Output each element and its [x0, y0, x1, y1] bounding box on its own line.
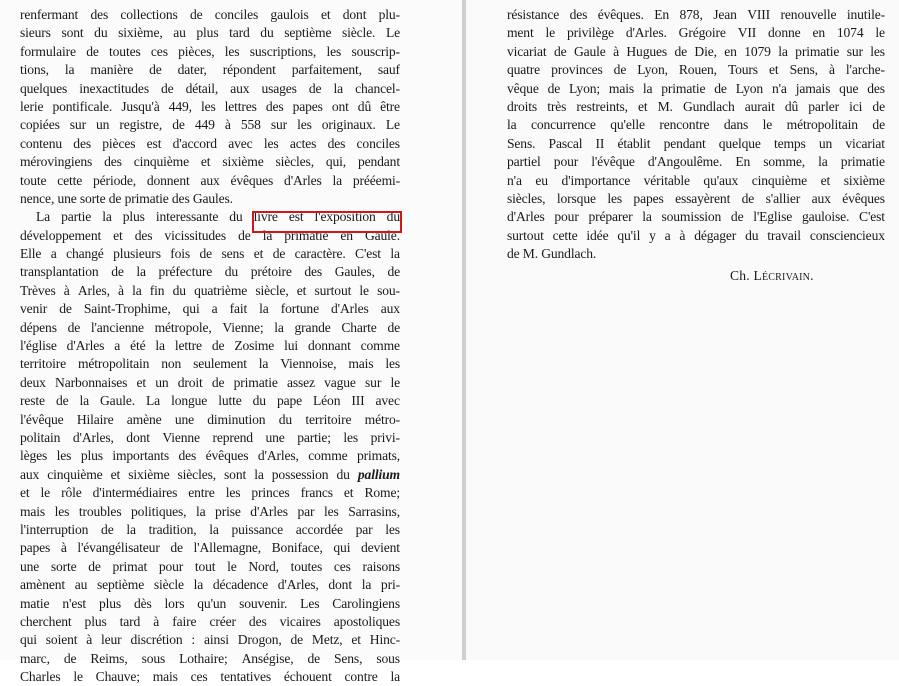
text-line: qui soient à leur discrétion : ainsi Drogon, de Metz, et Hinc-	[20, 632, 400, 648]
text-line: sieurs sont du sixième, au plus tard du septième siècle. Le	[20, 25, 400, 41]
text-line: Sens. Pascal II établit pendant quelque temps un vicariat	[507, 135, 885, 151]
text-line: Trèves à Arles, à la fin du quatrième siècle, et surtout le sou-	[20, 282, 400, 298]
text-line: quelques inexactitudes de détail, aux usages de la chancel-	[20, 80, 400, 96]
text-line: copiées sur un registre, de 449 à 558 sur les originaux. Le	[20, 117, 400, 133]
text-line: amènent au septième siècle la décadence d'Arles, dont la pri-	[20, 577, 400, 593]
text-line: politain d'Arles, dont Vienne reprend une partie; les privi-	[20, 429, 400, 445]
text-line: dépens de l'ancienne métropole, Vienne; la grande Charte de	[20, 319, 400, 335]
right-page	[466, 0, 899, 660]
text-line: vêque de Lyon; mais la primatie de Lyon n'a jamais que des	[507, 80, 885, 96]
text-line: La partie la plus interessante du livre est l'exposition du	[36, 209, 400, 225]
text-line: et le rôle d'intermédiaires entre les princes francs et Rome;	[20, 485, 400, 501]
text-line: toute cette période, donnent aux évêques d'Arles la prééemi-	[20, 172, 400, 188]
text-line: tions, la manière de dater, répondent parfaitement, sauf	[20, 62, 400, 78]
left-page-text	[20, 6, 400, 686]
text-line: marc, de Reims, sous Lothaire; Anségise, de Sens, sous	[20, 650, 400, 666]
text-line: lerie pontificale. Jusqu'à 449, les lettres des papes ont dû être	[20, 98, 400, 114]
text-line: résistance des évêques. En 878, Jean VIII renouvelle inutile-	[507, 7, 885, 22]
text-line: la concurrence qu'elle rencontre dans le métropolitain de	[507, 117, 885, 133]
text-line: deux Narbonnaises et un droit de primatie assez vague sur le	[20, 374, 400, 390]
text-line: Charles le Chauve; mais ces tentatives échouent contre la	[20, 669, 400, 685]
text-line: surtout cette idée qu'il y a à dégager du travail consciencieux	[507, 227, 885, 243]
text-line: Elle a changé plusieurs fois de sens et de caractère. C'est la	[20, 246, 400, 262]
text-line: l'interruption de la tradition, la puissance accordée par les	[20, 521, 400, 537]
right-page-text	[507, 6, 885, 263]
text-line: une sorte de primat pour tout le Nord, toutes ces raisons	[20, 558, 400, 574]
text-line: reste de la Gaule. La longue lutte du pape Léon III avec	[20, 393, 400, 409]
text-line: quatre provinces de Lyon, Rouen, Tours et Sens, à l'arche-	[507, 62, 885, 78]
text-line: l'église d'Arles a été la lettre de Zosime lui donnant comme	[20, 338, 400, 354]
text-line: aux cinquième et sixième siècles, sont la possession du pallium	[20, 466, 400, 482]
text-line: lèges les plus importants des évêques d'Arles, comme primats,	[20, 448, 400, 464]
text-line: matie n'est plus dès lors qu'un souvenir. Les Carolingiens	[20, 595, 400, 611]
text-line: nence, une sorte de primatie des Gaules.	[20, 190, 233, 206]
text-line: cherchent plus tard à faire créer des vicaires apostoliques	[20, 613, 400, 629]
text-line: mais les troubles politiques, la prise d'Arles par les Sarrasins,	[20, 503, 400, 519]
text-line: l'évêque Hilaire amène une diminution du territoire métro-	[20, 411, 400, 427]
text-line: contenu des pièces est d'accord avec les actes des conciles	[20, 135, 400, 151]
signature-initials: Ch.	[730, 268, 750, 283]
text-line: partiel pour l'évêque d'Angoulême. En somme, la primatie	[507, 154, 885, 170]
text-line: transplantation de la préfecture du prétoire des Gaules, de	[20, 264, 400, 280]
text-line: mérovingiens des cinquième et sixième siècles, qui, pendant	[20, 154, 400, 170]
text-line: renfermant des collections de conciles gaulois et dont plu-	[20, 7, 400, 22]
text-line: droits très restreints, et M. Gundlach aurait dû parler ici de	[507, 98, 885, 114]
text-line: siècles, lorsque les papes essayèrent de s'allier aux évêques	[507, 190, 885, 206]
text-line: ment le privilège d'Arles. Grégoire VII donne en 1074 le	[507, 25, 885, 41]
text-line: territoire métropolitain non seulement la Viennoise, mais les	[20, 356, 400, 372]
text-line: formulaire de toutes ces pièces, les suscriptions, les souscrip-	[20, 43, 400, 59]
text-line: papes à l'évangélisateur de l'Allemagne, Boniface, qui devient	[20, 540, 400, 556]
text-line: venir de Saint-Trophime, qui a fait la fortune d'Arles aux	[20, 301, 400, 317]
text-line: d'Arles pour préparer la soumission de l'Eglise gauloise. C'est	[507, 209, 885, 225]
text-line: vicariat de Gaule à Hugues de Die, en 1079 la primatie sur les	[507, 43, 885, 59]
text-line: de M. Gundlach.	[507, 246, 597, 262]
text-line: développement et des vicissitudes de la primatie en Gaule.	[20, 227, 400, 243]
author-signature	[730, 268, 814, 284]
text-line: n'a eu d'importance véritable qu'aux cinquième et sixième	[507, 172, 885, 188]
signature-surname: Lécrivain.	[753, 268, 814, 283]
